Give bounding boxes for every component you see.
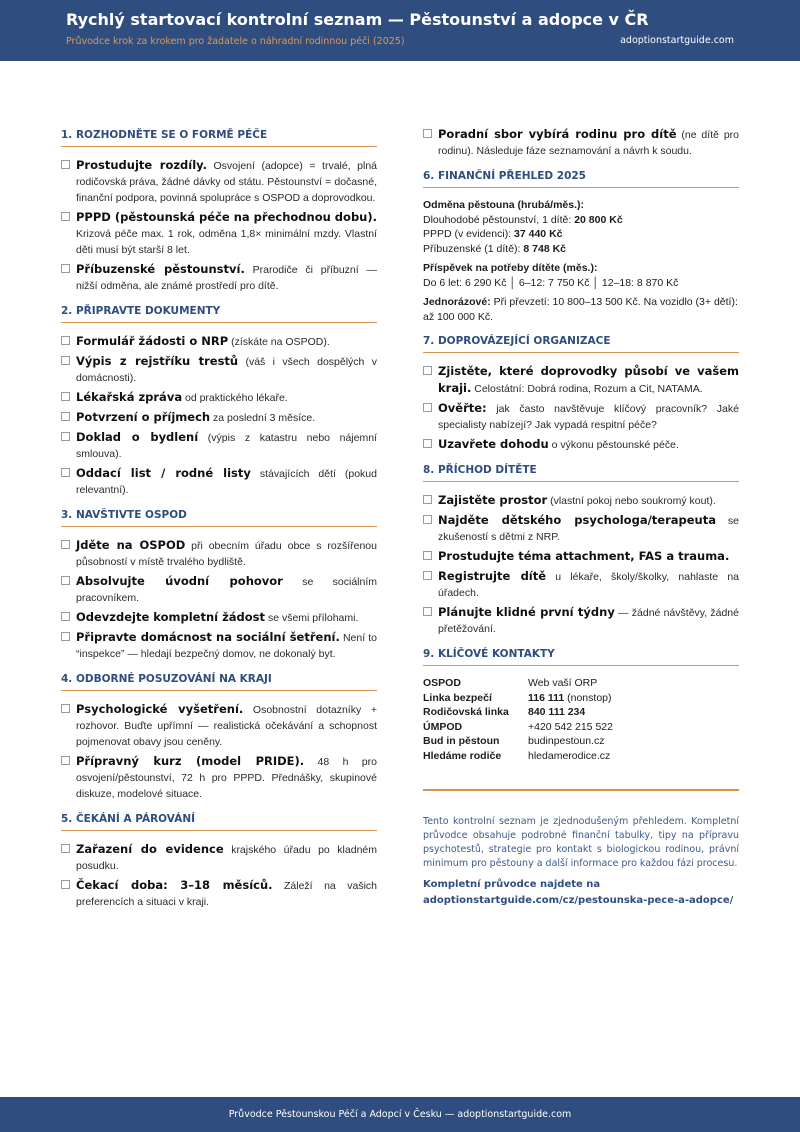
checklist-item: Odevzdejte kompletní žádost se všemi přílohami. <box>61 609 377 626</box>
checklist-item: Příbuzenské pěstounství. Prarodiče či příbuzní — nižší odměna, ale známé prostředí pro dítě. <box>61 261 377 294</box>
checklist-item: PPPD (pěstounská péče na přechodnou dobu). Krizová péče max. 1 rok, odměna 1,8× minimální mzdy. Vlastní děti musí být starší 8 let. <box>61 209 377 258</box>
checkbox[interactable] <box>423 571 432 580</box>
checkbox[interactable] <box>61 264 70 273</box>
checklist-item: Připravte domácnost na sociální šetření. Není to “inspekce” — hledají bezpečný domov, ne dokonalý byt. <box>61 629 377 662</box>
contact-value: +420 542 215 522 <box>528 720 613 733</box>
contact-value: 116 111 (nonstop) <box>528 691 612 704</box>
checklist-item: Zařazení do evidence krajského úřadu po kladném posudku. <box>61 841 377 874</box>
footer-text: Průvodce Pěstounskou Péčí a Adopcí v Česku — adoptionstartguide.com <box>228 1109 572 1120</box>
contact-name: Hledáme rodiče <box>423 749 502 762</box>
divider <box>423 789 739 791</box>
checklist-item: Čekací doba: 3–18 měsíců. Záleží na vašich preferencích a situaci v kraji. <box>61 877 377 910</box>
finance-row: Do 6 let: 6 290 Kč │ 6–12: 7 750 Kč │ 12–18: 8 870 Kč <box>423 276 679 289</box>
checkbox[interactable] <box>61 212 70 221</box>
section-decide-form <box>61 126 377 294</box>
finance-row: Příbuzenské (1 dítě): 8 748 Kč <box>423 242 567 255</box>
section-title: 2. PŘIPRAVTE DOKUMENTY <box>61 302 377 323</box>
section-title: 5. ČEKÁNÍ A PÁROVÁNÍ <box>61 810 377 831</box>
checkbox[interactable] <box>61 356 70 365</box>
checkbox[interactable] <box>61 756 70 765</box>
page-subtitle: Průvodce krok za krokem pro žadatele o náhradní rodinnou péči (2025) <box>66 36 405 47</box>
checkbox[interactable] <box>61 432 70 441</box>
guide-link[interactable]: Kompletní průvodce najdete na adoptionstartguide.com/cz/pestounska-pece-a-adopce/ <box>423 878 734 906</box>
finance-overview <box>423 198 739 324</box>
summary-note: Tento kontrolní seznam je zjednodušeným přehledem. Kompletní průvodce obsahuje podrobné finanční tabulky, tipy na přípravu psychotestů, strategie pro kontakt s biologickou rodinou, právní minimum pro pěstouny a další informace pro každou fázi procesu. <box>423 815 739 869</box>
checklist-item: Prostudujte téma attachment, FAS a trauma. <box>423 548 739 565</box>
finance-subheading: Odměna pěstouna (hrubá/měs.): <box>423 199 585 211</box>
section-contacts <box>423 645 739 909</box>
checkbox[interactable] <box>61 612 70 621</box>
section-title: 9. KLÍČOVÉ KONTAKTY <box>423 645 739 666</box>
section-assessment <box>61 670 377 802</box>
checkbox[interactable] <box>423 366 432 375</box>
contact-value: hledamerodice.cz <box>528 749 611 762</box>
contact-value: Web vaší ORP <box>528 677 598 689</box>
contact-name: ÚMPOD <box>423 720 463 733</box>
page-title: Rychlý startovací kontrolní seznam — Pěstounství a adopce v ČR <box>66 10 649 29</box>
checkbox[interactable] <box>61 412 70 421</box>
checkbox[interactable] <box>423 439 432 448</box>
checkbox[interactable] <box>61 336 70 345</box>
right-column <box>423 126 739 917</box>
checklist-item: Přípravný kurz (model PRIDE). 48 h pro osvojení/pěstounství, 72 h pro PPPD. Přednášky, skupinové diskuze, modelové situace. <box>61 753 377 802</box>
section-ospod <box>61 506 377 662</box>
checklist-item: Formulář žádosti o NRP (získáte na OSPOD). <box>61 333 377 350</box>
checklist-item: Zjistěte, které doprovodky působí ve vašem kraji. Celostátní: Dobrá rodina, Rozum a Cit, NATAMA. <box>423 363 739 397</box>
header-site-link[interactable]: adoptionstartguide.com <box>620 35 734 46</box>
checkbox[interactable] <box>61 468 70 477</box>
section-title: 4. ODBORNÉ POSUZOVÁNÍ NA KRAJI <box>61 670 377 691</box>
contact-name: OSPOD <box>423 677 461 689</box>
left-column <box>61 126 377 918</box>
contact-value: budinpestoun.cz <box>528 735 605 747</box>
checkbox[interactable] <box>423 495 432 504</box>
section-title: 6. FINANČNÍ PŘEHLED 2025 <box>423 167 739 188</box>
contact-name: Bud in pěstoun <box>423 735 500 747</box>
contact-name: Rodičovská linka <box>423 706 509 718</box>
checklist-item: Lékařská zpráva od praktického lékaře. <box>61 389 377 406</box>
checkbox[interactable] <box>61 844 70 853</box>
checklist-item: Uzavřete dohodu o výkonu pěstounské péče. <box>423 436 739 453</box>
checklist-item: Poradní sbor vybírá rodinu pro dítě (ne dítě pro rodinu). Následuje fáze seznamování a návrh k soudu. <box>423 126 739 159</box>
checklist-item: Plánujte klidné první týdny — žádné návštěvy, žádné přetěžování. <box>423 604 739 637</box>
checklist-item: Ověřte: jak často navštěvuje klíčový pracovník? Jaké specialisty nabízejí? Jak vypadá respitní péče? <box>423 400 739 433</box>
contacts-table <box>423 676 739 763</box>
checkbox[interactable] <box>423 129 432 138</box>
checklist-item: Výpis z rejstříku trestů (váš i všech dospělých v domácnosti). <box>61 353 377 386</box>
checklist-item: Absolvujte úvodní pohovor se sociálním pracovníkem. <box>61 573 377 606</box>
page-footer <box>0 1097 800 1132</box>
checkbox[interactable] <box>61 576 70 585</box>
checkbox[interactable] <box>61 704 70 713</box>
section-title: 7. DOPROVÁZEJÍCÍ ORGANIZACE <box>423 332 739 353</box>
section-waiting <box>61 810 377 910</box>
checklist-item: Oddací list / rodné listy stávajících dětí (pokud relevantní). <box>61 465 377 498</box>
checkbox[interactable] <box>61 632 70 641</box>
checkbox[interactable] <box>423 403 432 412</box>
section-title: 3. NAVŠTIVTE OSPOD <box>61 506 377 527</box>
section-child-arrival <box>423 461 739 637</box>
checklist-item: Najděte dětského psychologa/terapeuta se zkušeností s dětmi z NRP. <box>423 512 739 545</box>
checklist-item: Registrujte dítě u lékaře, školy/školky, nahlaste na úřadech. <box>423 568 739 601</box>
finance-row: Jednorázové: Při převzetí: 10 800–13 500 Kč. Na vozidlo (3+ dětí): až 100 000 Kč. <box>423 296 738 323</box>
section-documents <box>61 302 377 498</box>
section-title: 1. ROZHODNĚTE SE O FORMĚ PÉČE <box>61 126 377 147</box>
checkbox[interactable] <box>61 880 70 889</box>
checkbox[interactable] <box>423 607 432 616</box>
checklist-item: Jděte na OSPOD při obecním úřadu obce s rozšířenou působností v místě trvalého bydliště. <box>61 537 377 570</box>
checklist-item: Doklad o bydlení (výpis z katastru nebo nájemní smlouva). <box>61 429 377 462</box>
section-title: 8. PŘÍCHOD DÍTĚTE <box>423 461 739 482</box>
section-waiting-continued <box>423 126 739 159</box>
finance-row: PPPD (v evidenci): 37 440 Kč <box>423 228 563 240</box>
checkbox[interactable] <box>61 160 70 169</box>
checklist-item: Prostudujte rozdíly. Osvojení (adopce) = trvalé, plná rodičovská práva, žádné dávky od státu. Pěstounství = dočasné, finanční podpora, povinná spolupráce s OSPOD a doprovodkou. <box>61 157 377 206</box>
checkbox[interactable] <box>61 392 70 401</box>
finance-row: Dlouhodobé pěstounství, 1 dítě: 20 800 Kč <box>423 213 623 226</box>
checklist-item: Psychologické vyšetření. Osobnostní dotazníky + rozhovor. Buďte upřímní — realistická očekávání a schopnost pojmenovat obavy jsou ceněny. <box>61 701 377 750</box>
checkbox[interactable] <box>61 540 70 549</box>
page-header <box>0 0 800 61</box>
section-organizations <box>423 332 739 453</box>
checklist-item: Potvrzení o příjmech za poslední 3 měsíce. <box>61 409 377 426</box>
checklist-item: Zajistěte prostor (vlastní pokoj nebo soukromý kout). <box>423 492 739 509</box>
checkbox[interactable] <box>423 551 432 560</box>
contact-name: Linka bezpečí <box>423 691 492 704</box>
checkbox[interactable] <box>423 515 432 524</box>
contact-value: 840 111 234 <box>528 706 586 718</box>
section-finance <box>423 167 739 324</box>
finance-subheading: Příspěvek na potřeby dítěte (měs.): <box>423 262 598 274</box>
